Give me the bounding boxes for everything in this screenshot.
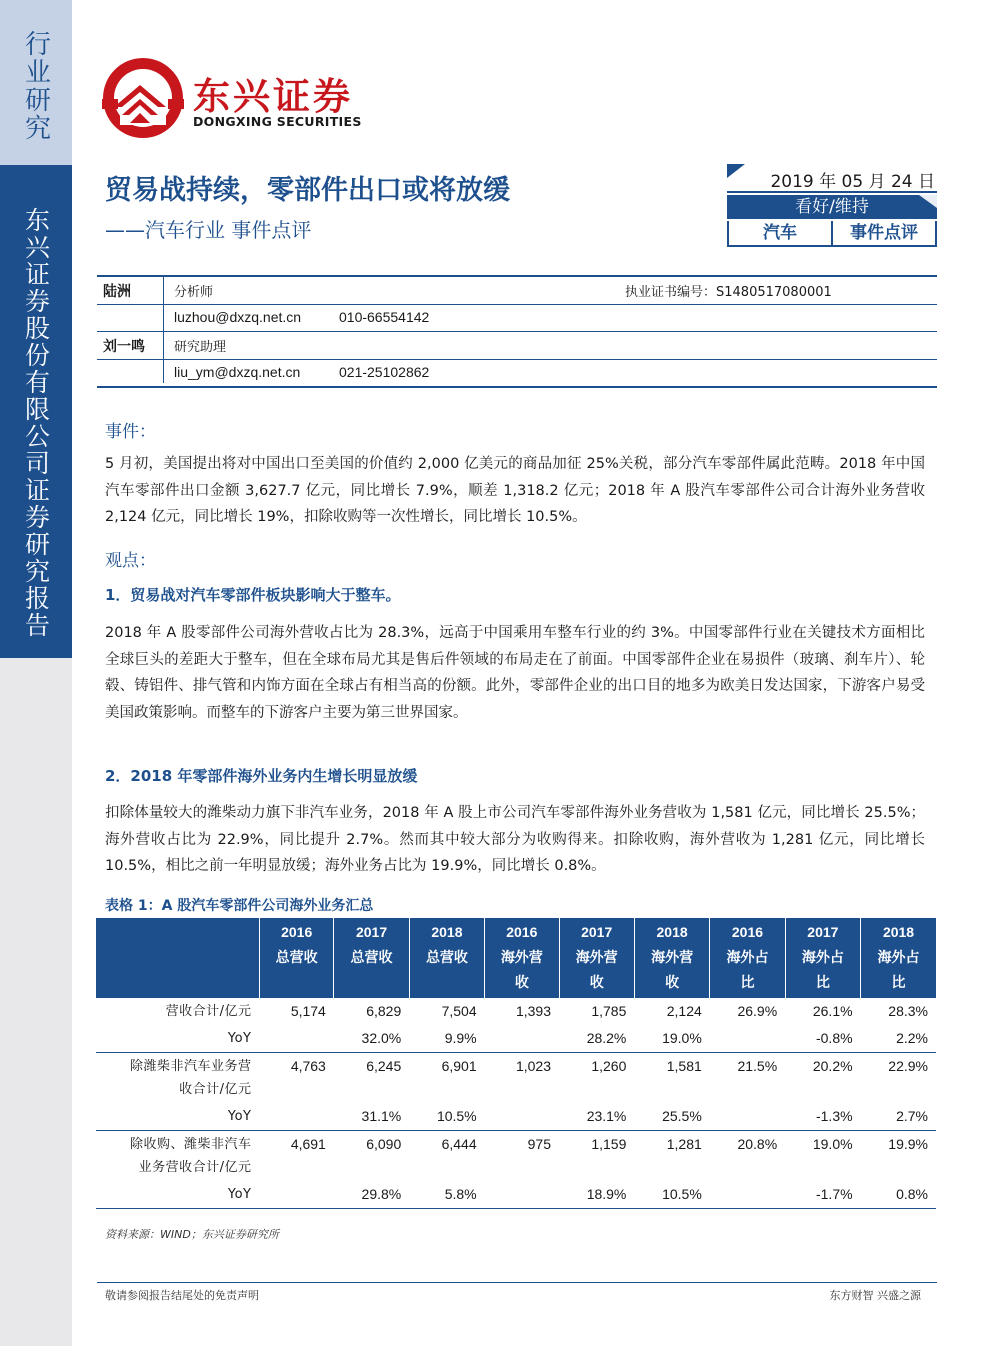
report-subtitle: ——汽车行业 事件点评 <box>105 218 312 242</box>
point-1-paragraph: 2018 年 A 股零部件公司海外营收占比为 28.3%，远高于中国乘用车整车行业的约 3%。中国零部件行业在关键技术方面相比全球巨头的差距大于整车，但在全球布局尤其是售后件领域的布局走在了前面。中国零部件企业在易损件（玻璃、刹车片）、轮毂、铸铝件、排气管和内饰方面在全球占有相当高的份额。此外，零部件企业的出口目的地多为欧美日发达国家，下游客户易受美国政策影响。而整车的下游客户主要为第三世界国家。 <box>105 625 925 721</box>
table-header-cell: 2018 总营收 <box>409 918 484 998</box>
table-cell: 31.1% <box>361 1108 402 1124</box>
table-cell: 20.8% <box>710 1131 785 1182</box>
table-cell: 6,444 <box>409 1131 484 1182</box>
table-row-label: YoY <box>96 1181 260 1209</box>
sidebar-company-banner <box>0 165 72 658</box>
table-header-blank <box>96 918 260 998</box>
table-cell: 20.2% <box>785 1053 860 1104</box>
report-date-row <box>727 164 937 193</box>
brand-name-english: DONGXING SECURITIES <box>193 114 362 129</box>
overseas-business-table <box>96 918 936 1209</box>
brand-name: 东兴证券 <box>193 75 353 118</box>
table-cell: 28.3% <box>861 998 936 1026</box>
point-1-title: 1．贸易战对汽车零部件板块影响大于整车。 <box>105 586 401 604</box>
table-header-cell: 2016 总营收 <box>260 918 334 998</box>
table-cell: 26.1% <box>785 998 860 1026</box>
table-row <box>96 998 936 1026</box>
sidebar <box>0 0 72 1346</box>
table-cell: 5.8% <box>409 1181 484 1209</box>
report-type-tag: 事件点评 <box>850 223 918 243</box>
analyst-phone: 010-66554142 <box>339 308 430 325</box>
sidebar-company-label: 东兴证券股份有限公司证券研究报告 <box>21 207 51 639</box>
sidebar-category <box>0 0 72 165</box>
footer-disclaimer: 敬请参阅报告结尾处的免责声明 <box>105 1289 259 1302</box>
table-source: 资料来源：WIND；东兴证券研究所 <box>105 1228 279 1241</box>
table-cell: 25.5% <box>662 1108 702 1124</box>
company-logo-icon <box>100 55 190 140</box>
table-cell: 9.9% <box>444 1030 477 1046</box>
table-cell: 19.0% <box>662 1030 702 1046</box>
table-cell: 19.0% <box>785 1131 860 1182</box>
table-cell: 18.9% <box>559 1181 634 1209</box>
event-heading: 事件： <box>105 422 156 442</box>
analyst-name: 刘一鸣 <box>103 339 145 355</box>
table-cell: 1,260 <box>559 1053 634 1104</box>
table-cell: 19.9% <box>861 1131 936 1182</box>
table-cell <box>485 1181 559 1209</box>
table-cell: -1.3% <box>815 1108 853 1124</box>
footer-divider <box>97 1282 937 1283</box>
table-cell: 2,124 <box>634 998 709 1026</box>
view-heading: 观点： <box>105 551 156 571</box>
report-info-box <box>727 164 937 247</box>
table-cell: 32.0% <box>361 1030 402 1046</box>
table-cell <box>485 1025 559 1053</box>
table-caption: 表格 1：A 股汽车零部件公司海外业务汇总 <box>105 898 374 914</box>
table-header-cell: 2018 海外营 收 <box>634 918 709 998</box>
corner-triangle-icon <box>919 195 937 208</box>
table-header-cell: 2016 海外营 收 <box>485 918 559 998</box>
table-row <box>96 1053 936 1104</box>
table-cell <box>260 1025 334 1053</box>
analyst-block <box>97 275 937 388</box>
table-cell: 2.2% <box>896 1030 928 1046</box>
table-header-cell: 2017 海外占 比 <box>785 918 860 998</box>
analyst-name: 陆洲 <box>103 284 131 300</box>
table-cell: 1,581 <box>634 1053 709 1104</box>
event-paragraph: 5 月初，美国提出将对中国出口至美国的价值约 2,000 亿美元的商品加征 25%关税，部分汽车零部件属此范畴。2018 年中国汽车零部件出口金额 3,627.7 亿元，同比增长 7.9%，顺差 1,318.2 亿元；2018 年 A 股汽车零部件公司合计海外业务营收 2,124 亿元，同比增长 19%，扣除收购等一次性增长，同比增长 10.5%。 <box>105 456 925 525</box>
table-cell: 2.7% <box>896 1108 928 1124</box>
table-cell: 6,901 <box>409 1053 484 1104</box>
point-2-title: 2．2018 年零部件海外业务内生增长明显放缓 <box>105 767 418 785</box>
analyst-email[interactable]: liu_ym@dxzq.net.cn <box>174 363 301 380</box>
analyst-email[interactable]: luzhou@dxzq.net.cn <box>174 308 302 325</box>
table-cell: 1,785 <box>559 998 634 1026</box>
table-cell: 4,691 <box>260 1131 334 1182</box>
table-cell <box>710 1103 785 1131</box>
point-2-paragraph: 扣除体量较大的潍柴动力旗下非汽车业务，2018 年 A 股上市公司汽车零部件海外业务营收为 1,581 亿元，同比增长 25.5%；海外营收占比为 22.9%，同比提升 2.7%。然而其中较大部分为收购得来。扣除收购，海外营收为 1,281 亿元，同比增长 10.5%，相比之前一年明显放缓；海外业务占比为 19.9%，同比增长 0.8%。 <box>105 805 925 874</box>
table-cell: 1,281 <box>634 1131 709 1182</box>
analyst-contact-row <box>97 359 937 387</box>
table-cell: 10.5% <box>436 1108 477 1124</box>
table-cell: 6,245 <box>334 1053 409 1104</box>
sidebar-category-label: 行业研究 <box>20 30 51 142</box>
analyst-phone: 021-25102862 <box>339 363 430 380</box>
table-cell <box>710 1181 785 1209</box>
table-header-cell: 2018 海外占 比 <box>861 918 936 998</box>
table-cell <box>260 1103 334 1131</box>
analyst-row <box>97 277 937 304</box>
table-cell: 4,763 <box>260 1053 334 1104</box>
table-header-cell: 2017 总营收 <box>334 918 409 998</box>
table-cell: 26.9% <box>710 998 785 1026</box>
table-row <box>96 1131 936 1182</box>
table-cell: 23.1% <box>586 1108 627 1124</box>
analyst-role: 研究助理 <box>174 340 227 355</box>
analyst-certificate: 执业证书编号：S1480517080001 <box>625 285 832 300</box>
corner-triangle-icon <box>727 164 745 178</box>
table-row-label: YoY <box>227 1031 252 1046</box>
table-cell <box>260 1181 334 1209</box>
analyst-contact-row <box>97 304 937 332</box>
rating-label: 看好/维持 <box>795 197 869 217</box>
footer-slogan: 东方财智 兴盛之源 <box>829 1289 921 1302</box>
table-cell: 6,829 <box>334 998 409 1026</box>
table-cell: 5,174 <box>260 998 334 1026</box>
table-header-cell: 2016 海外占 比 <box>710 918 785 998</box>
table-cell: 1,159 <box>559 1131 634 1182</box>
sector-tag: 汽车 <box>729 221 833 245</box>
table-row-label: YoY <box>227 1109 252 1124</box>
report-date: 2019 年 05 月 24 日 <box>770 172 935 192</box>
table-cell: 0.8% <box>861 1181 936 1209</box>
table-cell: -0.8% <box>815 1030 853 1046</box>
table-cell: 28.2% <box>586 1030 627 1046</box>
table-row-label: 除收购、潍柴非汽车 业务营收合计/亿元 <box>96 1131 260 1182</box>
table-cell <box>485 1103 559 1131</box>
table-row <box>96 1181 936 1209</box>
table-cell: 29.8% <box>334 1181 409 1209</box>
table-cell: 21.5% <box>710 1053 785 1104</box>
report-tags <box>727 221 937 247</box>
table-cell <box>710 1025 785 1053</box>
rating-badge <box>727 195 937 219</box>
table-cell: 7,504 <box>409 998 484 1026</box>
table-row <box>96 1103 936 1131</box>
table-cell: 1,023 <box>485 1053 559 1104</box>
table-cell: 6,090 <box>334 1131 409 1182</box>
table-cell: 10.5% <box>634 1181 709 1209</box>
table-row-label: 除潍柴非汽车业务营 收合计/亿元 <box>96 1053 260 1104</box>
table-header-row <box>96 918 936 998</box>
table-cell: 22.9% <box>861 1053 936 1104</box>
table-cell: -1.7% <box>785 1181 860 1209</box>
table-cell: 975 <box>485 1131 559 1182</box>
table-row <box>96 1025 936 1053</box>
analyst-role: 分析师 <box>174 285 214 300</box>
report-title: 贸易战持续，零部件出口或将放缓 <box>105 175 510 206</box>
table-header-cell: 2017 海外营 收 <box>559 918 634 998</box>
table-row-label: 营收合计/亿元 <box>96 998 260 1026</box>
table-cell: 1,393 <box>485 998 559 1026</box>
analyst-row <box>97 331 937 359</box>
